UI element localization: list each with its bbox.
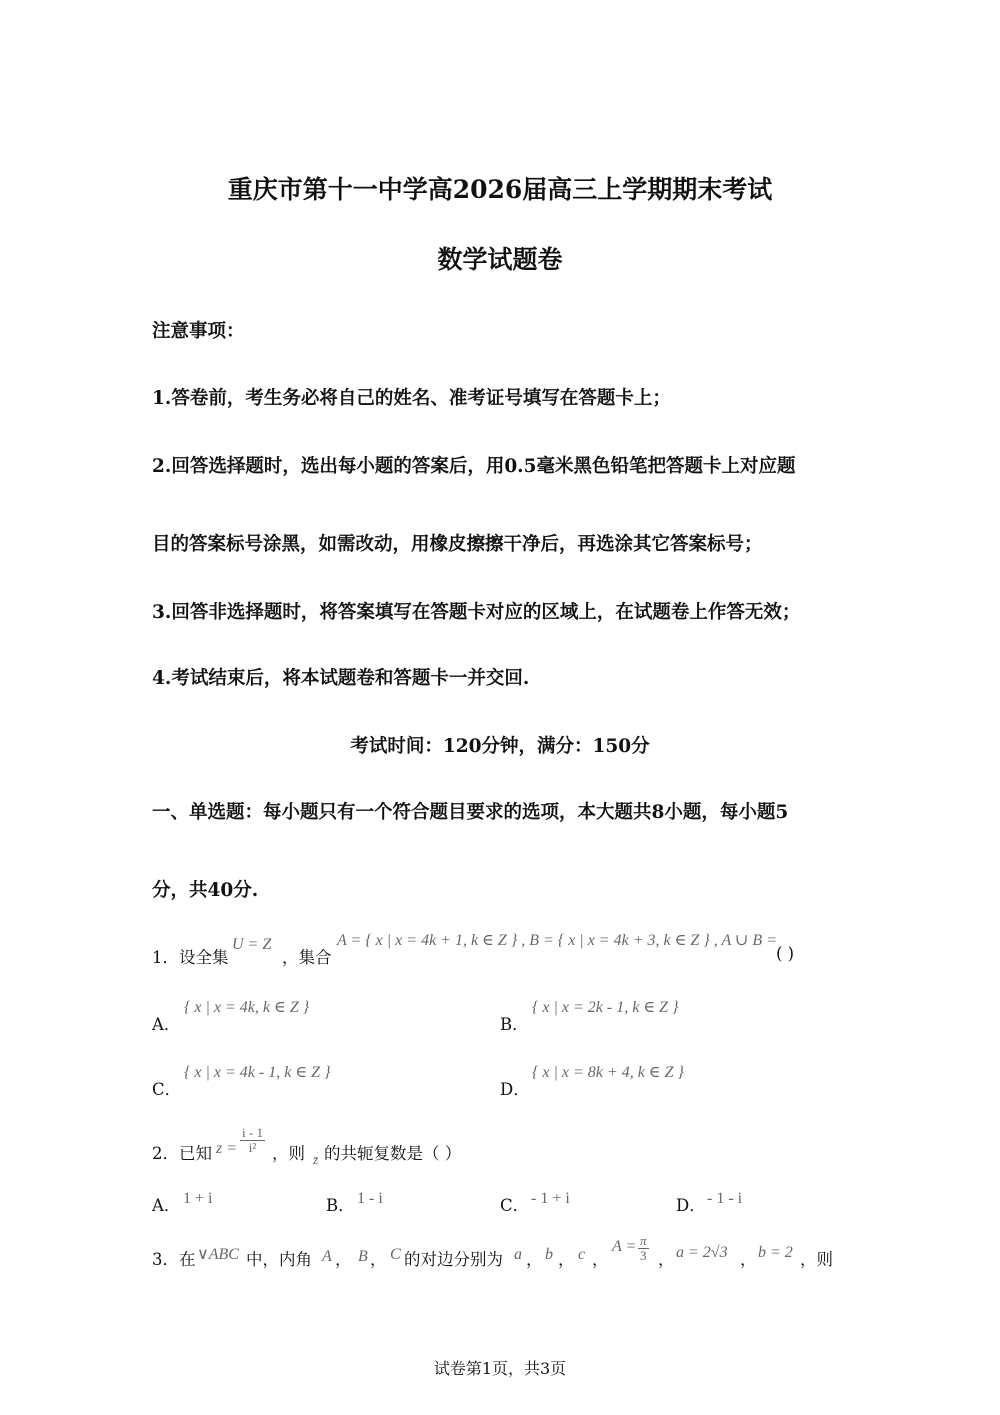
section-heading: 一、单选题：每小题只有一个符合题目要求的选项，本大题共8小题，每小题5 [152, 802, 789, 823]
q1-option-b-label: B． [500, 1015, 529, 1034]
q2-stem-mid: ，则 [272, 1144, 305, 1163]
q2-fraction [240, 1126, 265, 1155]
q3-side-c: c [578, 1246, 586, 1263]
q3-text-angles: 中，内角 [246, 1250, 312, 1269]
q1-option-d-expr: { x | x = 8k + 4, k ∈ Z } [532, 1064, 684, 1081]
q3-a-value: a = 2√3 [676, 1244, 728, 1261]
q1-sets-expr: A = { x | x = 4k + 1, k ∈ Z } , B = { x | x = 4k + 3, k ∈ Z } , A ∪ B = [337, 932, 777, 949]
q2-option-b-label: B． [326, 1196, 355, 1215]
notice-item-3: 3.回答非选择题时，将答案填写在答题卡对应的区域上，在试题卷上作答无效； [152, 602, 801, 623]
q3-angle-b: B [358, 1248, 368, 1265]
q1-answer-paren: ( ) [776, 944, 795, 963]
q2-z-equals: z = [216, 1140, 238, 1157]
q3-side-b: b [545, 1246, 553, 1263]
q1-option-b-expr: { x | x = 2k - 1, k ∈ Z } [532, 999, 679, 1016]
q2-fraction-numerator: i - 1 [242, 1125, 263, 1140]
q1-stem-prefix: 1．设全集 [152, 948, 229, 967]
q3-side-a: a [514, 1246, 522, 1263]
q1-universal-set: U = Z [232, 936, 272, 953]
q3-comma: ， [335, 1250, 352, 1269]
q1-option-c-label: C． [152, 1080, 182, 1099]
q3-comma: ， [558, 1250, 575, 1269]
paper-subtitle: 数学试题卷 [437, 245, 563, 274]
exam-title: 重庆市第十一中学高2026届高三上学期期末考试 [227, 175, 773, 204]
q2-stem-prefix: 2．已知 [152, 1144, 212, 1163]
q3-text-prefix: 3．在 [152, 1250, 196, 1269]
q3-comma: ， [526, 1250, 543, 1269]
q2-option-a-expr: 1 + i [183, 1190, 213, 1207]
q2-option-c-label: C． [500, 1196, 530, 1215]
q2-option-c-expr: - 1 + i [531, 1190, 570, 1207]
q2-fraction-denominator: i² [248, 1140, 257, 1155]
q3-angle-a: A [322, 1248, 332, 1265]
q1-option-a-label: A． [152, 1015, 181, 1034]
notice-heading: 注意事项： [152, 321, 245, 342]
q2-z-conjugate: z̄ [313, 1152, 319, 1167]
q3-text-sides: 的对边分别为 [404, 1250, 503, 1269]
q3-b-value: b = 2 [758, 1244, 793, 1261]
page-footer: 试卷第1页，共3页 [433, 1359, 567, 1378]
q3-triangle: ∨ABC [197, 1246, 239, 1263]
q2-option-b-expr: 1 - i [357, 1190, 383, 1207]
notice-item-2-cont: 目的答案标号涂黑，如需改动，用橡皮擦擦干净后，再选涂其它答案标号； [152, 534, 763, 555]
section-heading-cont: 分，共40分. [152, 880, 259, 901]
q3-pi-numerator: π [640, 1233, 647, 1248]
q2-option-d-expr: - 1 - i [707, 1190, 743, 1207]
q3-angle-c: C [390, 1246, 401, 1263]
q1-option-d-label: D． [500, 1080, 530, 1099]
q3-comma: ， [740, 1250, 757, 1269]
q3-comma: ， [592, 1250, 609, 1269]
q1-option-c-expr: { x | x = 4k - 1, k ∈ Z } [184, 1064, 331, 1081]
q3-comma: ， [370, 1250, 387, 1269]
exam-info: 考试时间：120分钟，满分：150分 [350, 736, 650, 757]
q3-pi-denominator: 3 [640, 1248, 647, 1263]
q2-option-a-label: A． [152, 1196, 181, 1215]
q2-stem-suffix: 的共轭复数是（ ） [324, 1144, 462, 1163]
q1-option-a-expr: { x | x = 4k, k ∈ Z } [184, 999, 310, 1016]
q2-option-d-label: D． [676, 1196, 706, 1215]
q3-text-suffix: ，则 [800, 1250, 833, 1269]
q1-stem-mid: ，集合 [282, 948, 332, 967]
notice-item-2: 2.回答选择题时，选出每小题的答案后，用0.5毫米黑色铅笔把答题卡上对应题 [152, 456, 796, 477]
notice-item-1: 1.答卷前，考生务必将自己的姓名、准考证号填写在答题卡上； [152, 388, 671, 409]
notice-item-4: 4.考试结束后，将本试题卷和答题卡一并交回. [152, 668, 530, 689]
q3-pi-fraction [638, 1234, 649, 1263]
q3-angle-a-equals: A = [612, 1238, 637, 1255]
q3-comma: ， [658, 1250, 675, 1269]
